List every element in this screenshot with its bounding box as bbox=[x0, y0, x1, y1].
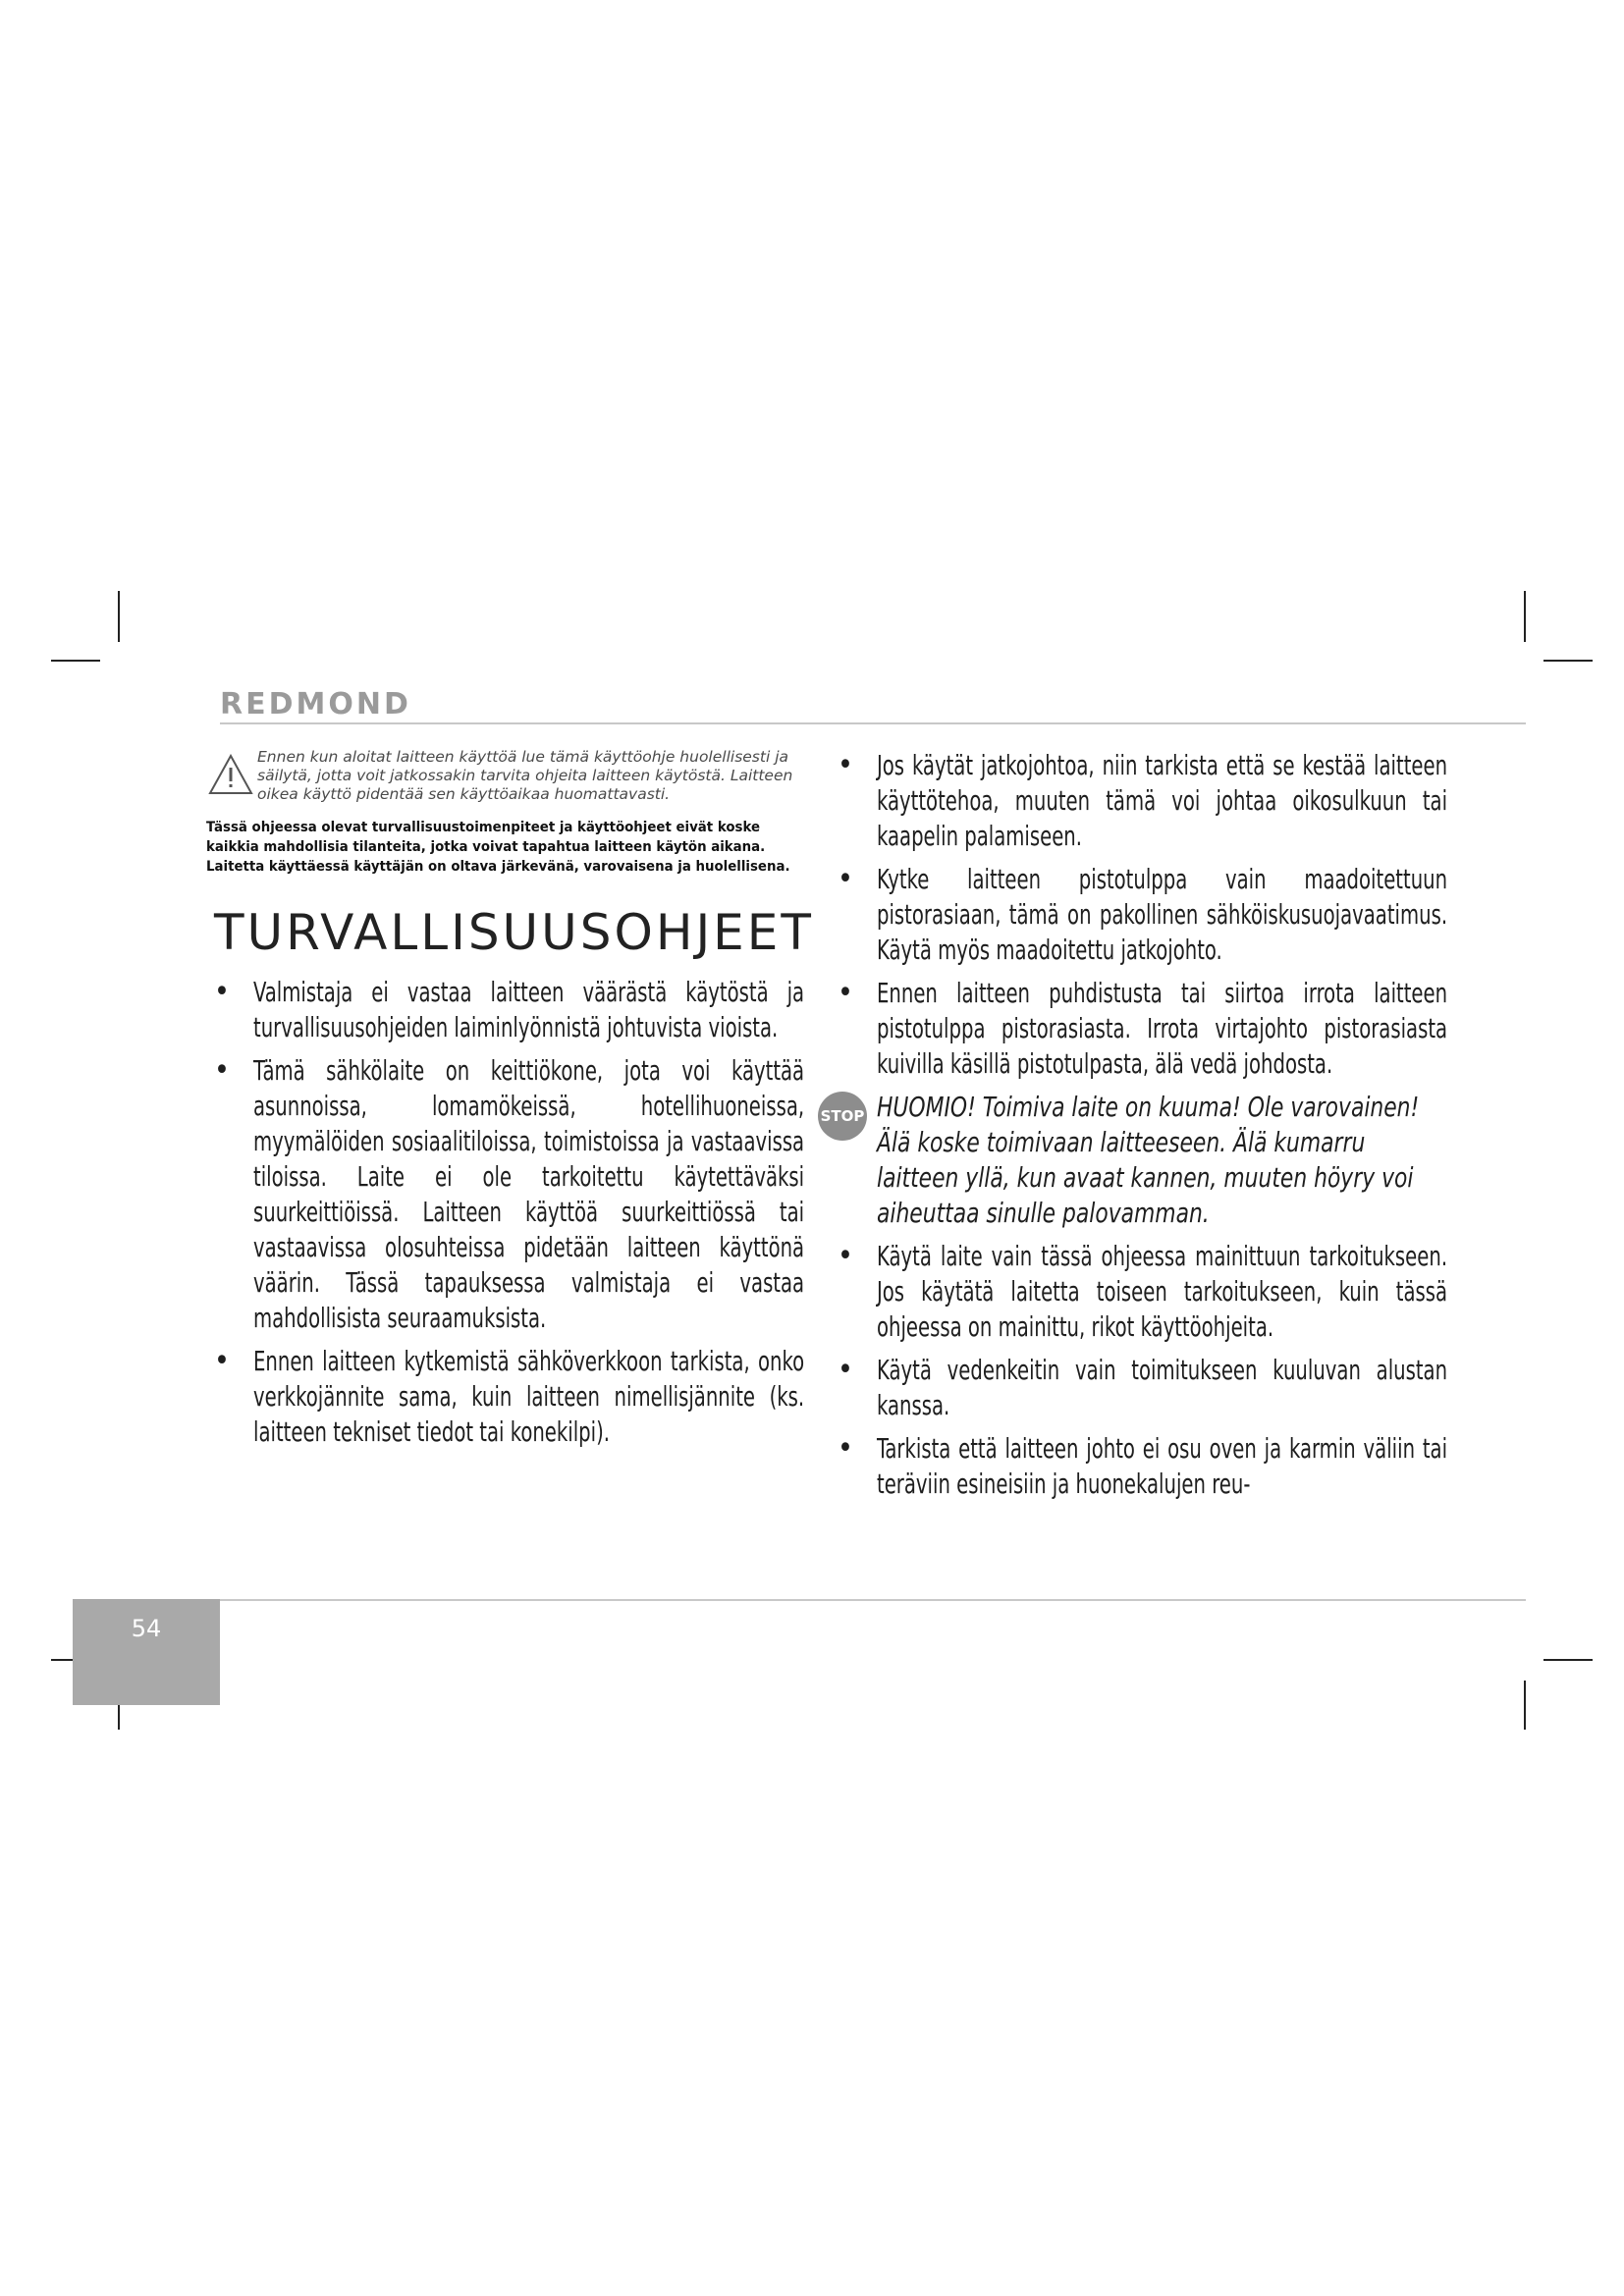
right-column bbox=[820, 748, 1448, 1510]
page-title: TURVALLISUUSOHJEET bbox=[214, 904, 814, 961]
list-item-text: Tämä sähkölaite on keittiökone, jota voi käyttää asunnoissa, lomamökeissä, hotellihuoneissa, myymälöiden sosiaalitiloissa, toimistoissa ja vastaavissa tiloissa. Laite ei ole tarkoitettu käytettäväksi suurkeittiöissä. Laitteen käyttöä suurkeittiössä tai vastaavissa olosuhteissa pidetään laitteen käyttönä väärin. Tässä tapauksessa valmistaja ei vastaa mahdollisista seuraamuksista. bbox=[253, 1054, 805, 1334]
footer-rule bbox=[220, 1599, 1526, 1601]
page-number-tab bbox=[73, 1599, 220, 1705]
list-item-text: Ennen laitteen puhdistusta tai siirtoa irrota laitteen pistotulppa pistorasiasta. Irrota virtajohto pistorasiasta kuivilla käsillä pistotulpasta, älä vedä johdosta. bbox=[877, 977, 1448, 1080]
crop-mark bbox=[1524, 1681, 1526, 1730]
list-item-text: Jos käytät jatkojohtoa, niin tarkista että se kestää laitteen käyttötehoa, muuten tämä voi johtaa oikosulkuun tai kaapelin palamiseen. bbox=[877, 749, 1448, 852]
stop-icon: STOP bbox=[818, 1092, 867, 1141]
crop-mark bbox=[118, 591, 120, 642]
list-item-text: Ennen laitteen kytkemistä sähköverkkoon tarkista, onko verkkojännite sama, kuin laitteen nimellisjännite (ks. laitteen tekniset tiedot tai konekilpi). bbox=[253, 1345, 805, 1448]
header-rule bbox=[220, 722, 1526, 724]
list-item bbox=[206, 975, 805, 1045]
list-item bbox=[206, 1344, 805, 1450]
list-item bbox=[830, 1353, 1448, 1423]
crop-mark bbox=[51, 660, 100, 662]
list-item bbox=[830, 748, 1448, 854]
left-column bbox=[206, 748, 814, 1458]
list-item-text: Kytke laitteen pistotulppa vain maadoitettuun pistorasiaan, tämä on pakollinen sähköiskusuojavaatimus. Käytä myös maadoitettu jatkojohto. bbox=[877, 863, 1448, 966]
stop-warning-text bbox=[877, 1090, 1448, 1231]
bullet: • bbox=[838, 862, 853, 896]
left-list bbox=[206, 975, 805, 1450]
brand-logo: REDMOND bbox=[220, 687, 411, 721]
list-item bbox=[830, 1239, 1448, 1345]
list-item-text: Valmistaja ei vastaa laitteen väärästä käytöstä ja turvallisuusohjeiden laiminlyönnistä johtuvista vioista. bbox=[253, 976, 805, 1043]
list-item-text: Käytä laite vain tässä ohjeessa mainittuun tarkoitukseen. Jos käytätä laitetta toiseen tarkoitukseen, kuin tässä ohjeessa on mainittu, rikot käyttöohjeita. bbox=[877, 1240, 1448, 1343]
bullet: • bbox=[838, 748, 853, 782]
warning-intro-text: Ennen kun aloitat laitteen käyttöä lue tämä käyttöohje huolellisesti ja säilytä, jotta voit jatkossakin tarvita ohjeita laitteen käytöstä. Laitteen oikea käyttö pidentää sen käyttöaikaa huomattavasti. bbox=[257, 748, 793, 803]
right-list-bottom bbox=[830, 1239, 1448, 1502]
stop-warning-content: HUOMIO! Toimiva laite on kuuma! Ole varovainen! Älä koske toimivaan laitteeseen. Älä kumarru laitteen yllä, kun avaat kannen, muuten höyry voi aiheuttaa sinulle palovamman. bbox=[877, 1091, 1420, 1229]
bullet: • bbox=[214, 975, 230, 1009]
list-item bbox=[830, 976, 1448, 1082]
warning-triangle-icon bbox=[208, 754, 253, 795]
crop-mark bbox=[1543, 1659, 1593, 1661]
bullet: • bbox=[838, 1431, 853, 1466]
bullet: • bbox=[838, 1353, 853, 1387]
bullet: • bbox=[838, 976, 853, 1010]
list-item bbox=[830, 1431, 1448, 1502]
right-list-top bbox=[830, 748, 1448, 1082]
safety-note: Tässä ohjeessa olevat turvallisuustoimenpiteet ja käyttöohjeet eivät koske kaikkia mahdollisia tilanteita, jotka voivat tapahtua laitteen käytön aikana. Laitetta käyttäessä käyttäjän on oltava järkevänä, varovaisena ja huolellisena. bbox=[206, 820, 790, 875]
list-item-text: Tarkista että laitteen johto ei osu oven ja karmin väliin tai teräviin esineisiin ja huonekalujen reu- bbox=[877, 1432, 1448, 1500]
page-number: 54 bbox=[131, 1615, 162, 1642]
list-item bbox=[206, 1053, 805, 1336]
warning-block bbox=[206, 748, 805, 804]
crop-mark bbox=[1524, 591, 1526, 642]
list-item-text: Käytä vedenkeitin vain toimitukseen kuuluvan alustan kanssa. bbox=[877, 1354, 1448, 1421]
bullet: • bbox=[214, 1344, 230, 1378]
bullet: • bbox=[838, 1239, 853, 1273]
crop-mark bbox=[1543, 660, 1593, 662]
list-item bbox=[830, 862, 1448, 968]
stop-warning bbox=[820, 1090, 1448, 1231]
bullet: • bbox=[214, 1053, 230, 1088]
